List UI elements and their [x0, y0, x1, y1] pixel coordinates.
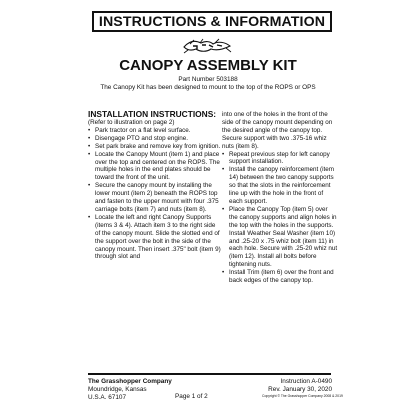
kit-title: CANOPY ASSEMBLY KIT	[119, 57, 297, 74]
company-country: U.S.A. 67107	[88, 394, 127, 401]
title-banner	[92, 11, 332, 32]
revision-date: Rev. January 30, 2020	[268, 386, 332, 393]
left-steps-list	[88, 127, 221, 261]
step-item: • Locate the Canopy Mount (item 1) and place over the top and centered on the ROPS. The multiple holes in the end plates should be toward the front of the unit.	[88, 151, 221, 183]
instructions-left-column	[88, 110, 221, 261]
step-item: • Set park brake and remove key from ignition.	[88, 143, 221, 151]
company-name: The Grasshopper Company	[88, 378, 172, 385]
instructions-heading: INSTALLATION INSTRUCTIONS:	[88, 109, 217, 119]
step-item: • Secure the canopy mount by installing the lower mount (item 2) beneath the ROPS top and fasten to the upper mount with four .375 carriage bolts (item 7) and nuts (item 8).	[88, 182, 221, 214]
kit-subtitle: The Canopy Kit has been designed to mount to the top of the ROPS or OPS	[100, 84, 316, 91]
right-steps-list	[222, 151, 338, 285]
footer-address	[88, 378, 172, 402]
copyright-notice: Copyright © The Grasshopper Company 2008 & 2019	[262, 394, 343, 398]
step-item: • Locate the left and right Canopy Supports (items 3 & 4). Attach item 3 to the right side of the canopy mount. Slide the slotted end of the support over the bolt in the side of the canopy mount. Then insert .375" bolt (item 9) through slot and	[88, 214, 221, 261]
step-item: • Install the canopy reinforcement (item 14) between the two canopy supports so that the slots in the reinforcement line up with the hole in the front of each support.	[222, 166, 338, 206]
instruction-number: Instruction A-0490	[280, 378, 332, 385]
footer-divider	[88, 373, 331, 375]
company-city: Moundridge, Kansas	[88, 386, 147, 393]
step-item: • Install Trim (item 6) over the front and back edges of the canopy top.	[222, 269, 338, 285]
step-item: • Park tractor on a flat level surface.	[88, 127, 221, 135]
page-indicator: Page 1 of 2	[175, 393, 208, 400]
grasshopper-logo-icon	[182, 38, 232, 54]
banner-title: INSTRUCTIONS & INFORMATION	[98, 13, 326, 30]
step-item: • Disengage PTO and stop engine.	[88, 135, 221, 143]
step-continuation: into one of the holes in the front of the side of the canopy mount depending on the desired angle of the canopy top. Secure support with two .375-16 whiz nuts (item 8).	[222, 111, 333, 150]
footer-document-info	[262, 378, 343, 399]
illustration-note: (Refer to illustration on page 2)	[88, 119, 175, 126]
step-item: • Repeat previous step for left canopy support installation.	[222, 151, 338, 167]
step-item: • Place the Canopy Top (item 5) over the canopy supports and align holes in the top with the holes in the supports. Install Weather Seal Washer (item 10) and .25-20 x .75 whiz bolt (item 11) in each hole. Secure with .25-20 whiz nut (item 12). Install all bolts before tightening nuts.	[222, 206, 338, 269]
part-number: Part Number 503188	[178, 76, 238, 83]
instructions-right-column	[222, 111, 338, 285]
